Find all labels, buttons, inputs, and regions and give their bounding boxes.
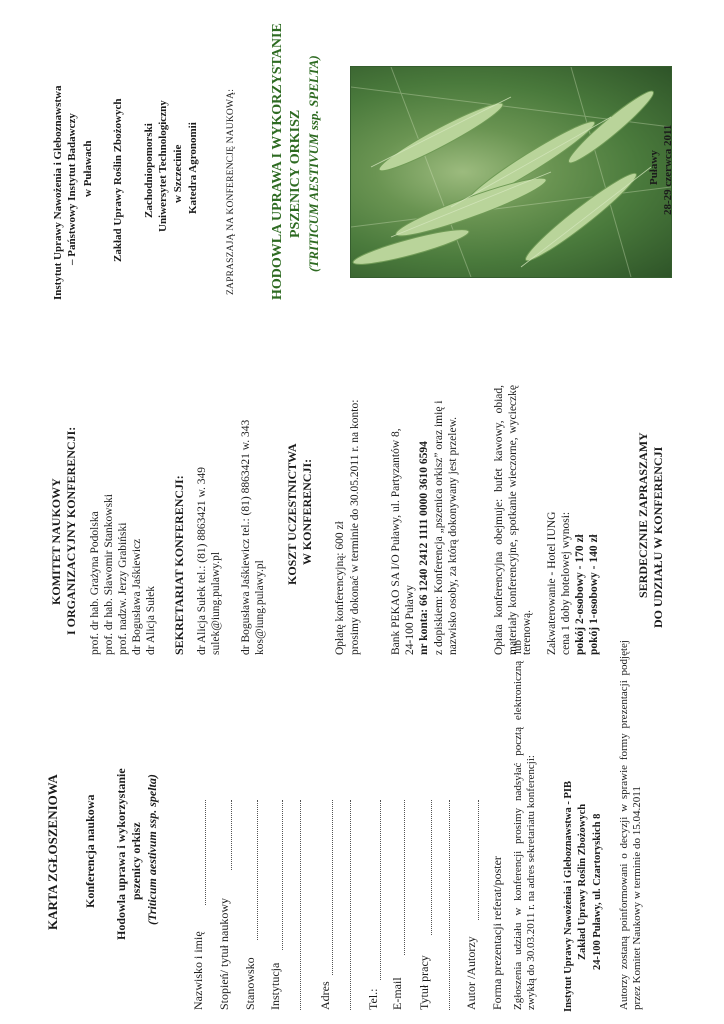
- room-2person: pokój 2-osobowy - 170 zł: [574, 534, 586, 655]
- reg-field-institution: Instytucja: [268, 962, 282, 1010]
- reg-field-name-input[interactable]: [205, 800, 206, 905]
- reg-field-author: Autor /Autorzy: [464, 936, 478, 1010]
- cover-org1-line3: w Puławach: [82, 140, 94, 197]
- reg-field-email-input[interactable]: [404, 800, 405, 955]
- committee-heading2: I ORGANIZACYJNY KONFERENCJI:: [64, 426, 78, 635]
- reg-field-institution-input2[interactable]: [300, 800, 301, 1010]
- cover-org1-line1: Instytut Uprawy Nawożenia i Gleboznawstwa: [52, 85, 64, 300]
- reg-field-tel-input[interactable]: [380, 800, 381, 980]
- reg-field-tel: Tel.:: [366, 988, 380, 1010]
- committee-member-5: dr Alicja Sułek: [145, 586, 157, 655]
- reg-card-title: KARTA ZGŁOSZENIOWA: [45, 774, 60, 930]
- reg-address-line3: 24-100 Puławy, ul. Czartoryskich 8: [592, 813, 603, 970]
- fee-line1: Opłatę konferencyjną: 600 zł: [334, 521, 346, 655]
- cover-place: Puławy: [648, 150, 660, 185]
- transfer-note: z dopiskiem: Konferencja „pszenica orkisz” oraz imię i nazwisko osoby, za którą dokonywany jest przelew.: [433, 400, 459, 655]
- hotel-line1: Zakwaterowanie - Hotel IUNG: [546, 511, 558, 655]
- cover-title2: PSZENICY ORKISZ: [288, 109, 303, 238]
- committee-heading1: KOMITET NAUKOWY: [49, 478, 63, 605]
- cover-org3-line3: w Szczecinie: [172, 144, 184, 203]
- hotel-line2: cena 1 doby hotelowej wynosi:: [560, 511, 572, 655]
- committee-member-3: prof. nadzw. Jerzy Grabiński: [117, 522, 129, 655]
- secretariat-1b[interactable]: sulek@iung.pulawy.pl: [210, 551, 222, 655]
- reg-field-address: Adres: [318, 981, 332, 1010]
- reg-presentation-form: Forma prezentacji referat/poster: [490, 856, 504, 1010]
- cover-title1: HODOWLA UPRAWA I WYKORZYSTANIE: [270, 23, 285, 300]
- reg-field-position-input[interactable]: [257, 800, 258, 940]
- reg-field-degree-input[interactable]: [231, 800, 232, 870]
- reg-field-worktitle-input[interactable]: [431, 800, 432, 935]
- reg-topic-line2: pszenicy orkisz: [129, 822, 143, 900]
- reg-field-address-input[interactable]: [332, 800, 333, 975]
- reg-decision-note: Autorzy zostaną poinformowani o decyzji w sprawie formy prezentacji podjętej przez Komitet Naukowy w terminie do 15.04.2011: [618, 640, 643, 1010]
- reg-field-worktitle: Tytuł pracy: [417, 955, 431, 1010]
- fee-includes: Opłata konferencyjna obejmuje: bufet kawowy, obiad, materiały konferencyjne, spotkanie wieczorne, wycieczkę terenową.: [493, 385, 533, 655]
- reg-topic-line1: Hodowla uprawa i wykorzystanie: [114, 768, 128, 940]
- reg-topic-line3: (Triticum aestivum ssp. spelta): [145, 774, 159, 925]
- fee-line2: prosimy dokonać w terminie do 30.05.2011 r. na konto:: [349, 399, 361, 655]
- reg-field-name: Nazwisko i imię: [191, 931, 205, 1010]
- cover-org1-line2: – Państwowy Instytut Badawczy: [66, 113, 78, 265]
- reg-field-worktitle-input2[interactable]: [449, 800, 450, 1010]
- reg-field-email: E-mail: [390, 977, 404, 1010]
- cover-date: 28-29 czerwca 2011: [662, 124, 674, 215]
- reg-address-line2: Zakład Uprawy Roślin Zbożowych: [577, 803, 588, 960]
- cost-heading2: W KONFERENCJI:: [300, 458, 314, 565]
- room-1person: pokój 1-osobowy - 140 zł: [588, 534, 600, 655]
- secretariat-2b[interactable]: kos@iung.pulawy.pl: [254, 560, 266, 655]
- committee-member-4: dr Bogusława Jaśkiewicz: [131, 538, 143, 655]
- bank-account: nr konta: 66 1240 2412 1111 0000 3610 6594: [418, 441, 430, 655]
- cover-title3: (TRITICUM AESTIVUM ssp. SPELTA): [306, 55, 321, 272]
- reg-field-degree: Stopień/ tytuł naukowy: [217, 898, 231, 1010]
- secretariat-2a: dr Bogusława Jaśkiewicz tel.: (81) 8863421 w. 343: [240, 419, 252, 655]
- secretariat-1a: dr Alicja Sułek tel.: (81) 8863421 w. 349: [196, 466, 208, 655]
- wheat-photo: [350, 66, 672, 278]
- reg-field-address-input2[interactable]: [350, 800, 351, 1010]
- invite-line2: DO UDZIAŁU W KONFERENCJI: [651, 446, 665, 628]
- wheat-ears-illustration: [351, 67, 671, 277]
- reg-submission-note: Zgłoszenia udziału w konferencji prosimy nadsyłać pocztą elektroniczną lub zwykłą do 30.03.2011 r. na adres sekretariatu konferencji:: [512, 640, 537, 1010]
- reg-field-author-input[interactable]: [478, 800, 479, 920]
- reg-field-position: Stanowsko: [243, 957, 257, 1010]
- reg-field-institution-input[interactable]: [282, 800, 283, 950]
- bank-line1: Bank PEKAO SA I/O Puławy, ul. Partyzantów 8,: [390, 428, 402, 655]
- cover-org3-line1: Zachodniopomorski: [143, 123, 155, 218]
- cost-heading1: KOSZT UCZESTNICTWA: [285, 443, 299, 585]
- cover-org2: Zakład Uprawy Roślin Zbożowych: [112, 98, 124, 262]
- committee-member-2: prof. dr hab. Sławomir Stankowski: [103, 494, 115, 655]
- cover-invite: ZAPRASZAJĄ NA KONFERENCJĘ NAUKOWĄ:: [226, 88, 236, 295]
- secretariat-heading: SEKRETARIAT KONFERENCJI:: [172, 475, 186, 655]
- invite-line1: SERDECZNIE ZAPRASZAMY: [636, 432, 650, 598]
- cover-org3-line2: Uniwersytet Technologiczny: [157, 100, 169, 232]
- bank-line2: 24-100 Puławy: [404, 585, 416, 655]
- reg-card-subtitle: Konferencja naukowa: [83, 794, 97, 908]
- reg-address-line1: Instytut Uprawy Nawożenia i Gleboznawstwa - PIB: [563, 781, 574, 1012]
- cover-org3-line4: Katedra Agronomii: [187, 122, 199, 214]
- committee-member-1: prof. dr hab. Grażyna Podolska: [89, 511, 101, 655]
